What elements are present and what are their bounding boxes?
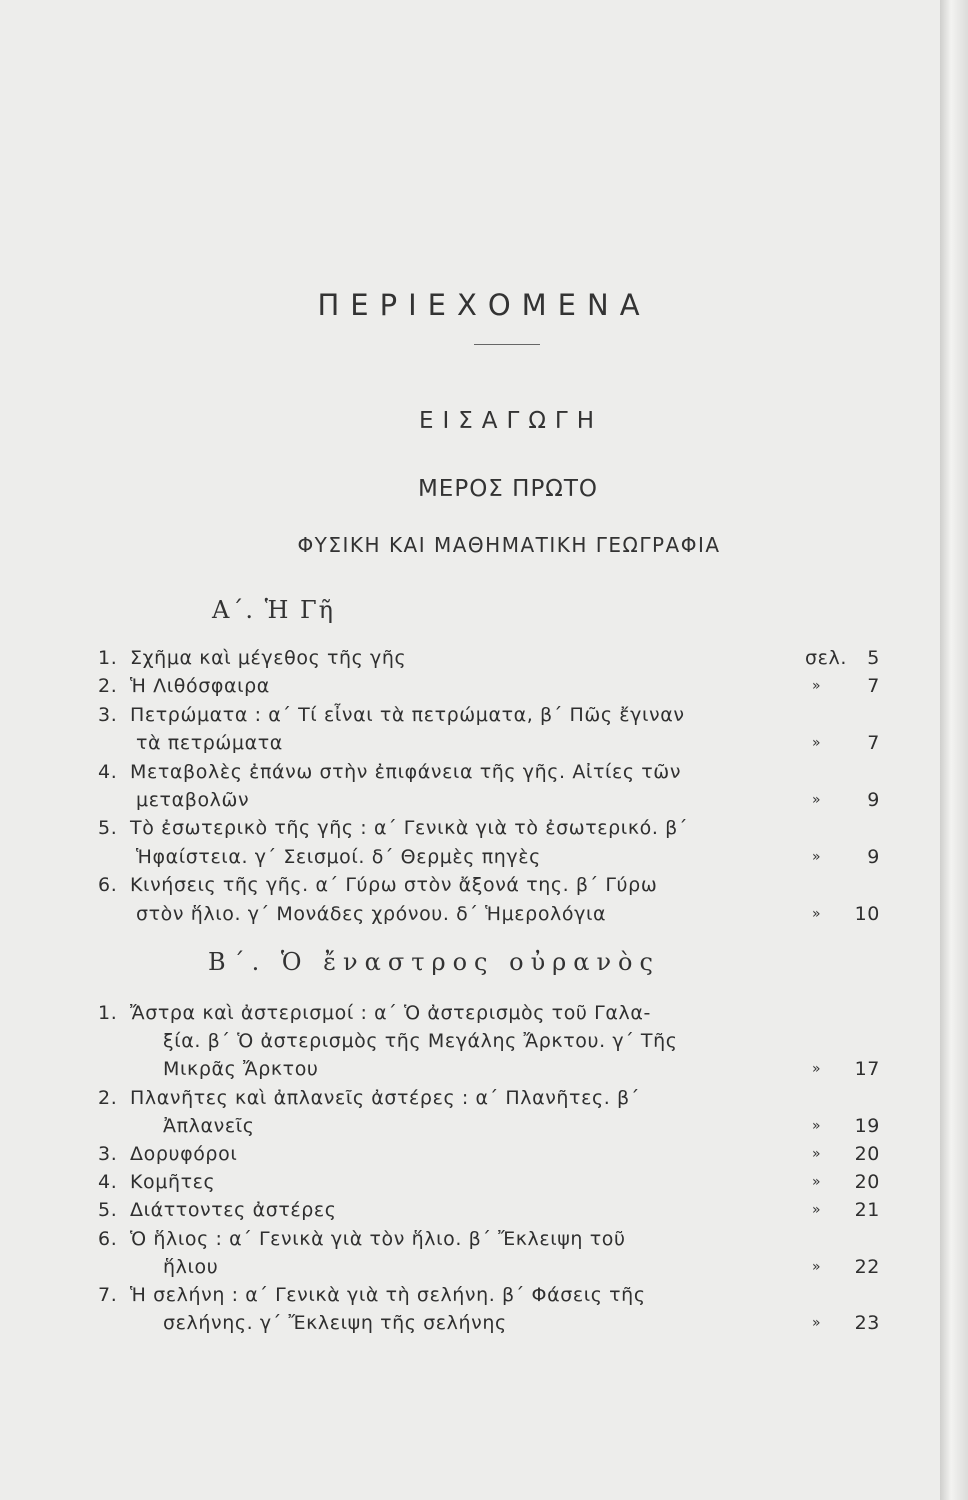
toc-entry-line [0, 1112, 940, 1140]
page-number: 9 [867, 789, 880, 811]
toc-entry-line [0, 1168, 940, 1196]
toc-entry-number: 2. [98, 1086, 118, 1109]
toc-entry-line [0, 701, 940, 729]
toc-entry-text: Ἡ Λιθόσφαιρα [130, 675, 270, 698]
page-marker: » [812, 678, 822, 695]
toc-entry-line [0, 672, 940, 700]
page-marker: » [812, 1146, 822, 1162]
intro-heading: ΕΙΣΑΓΩΓΗ [418, 408, 604, 434]
page-marker: σελ. [805, 647, 847, 669]
page-number: 17 [854, 1058, 880, 1081]
page-marker: » [812, 1315, 822, 1332]
toc-entry-line [0, 843, 940, 871]
toc-entry-line [0, 1225, 940, 1253]
toc-entry-number: 1. [98, 1002, 118, 1024]
toc-entry-number: 5. [98, 1199, 118, 1222]
toc-entry-number: 4. [98, 1171, 118, 1194]
page-number: 20 [854, 1171, 880, 1194]
toc-entry-number: 4. [98, 760, 118, 783]
toc-entry-text: Πετρώματα : α΄ Τί εἶναι τὰ πετρώματα, β΄ Πῶς ἔγιναν [130, 703, 685, 726]
toc-entry-text: Τὸ ἐσωτερικὸ τῆς γῆς : α΄ Γενικὰ γιὰ τὸ ἐσωτερικό. β΄ [130, 817, 688, 840]
page-number: 20 [854, 1143, 880, 1165]
toc-entry-number: 6. [98, 1227, 118, 1250]
toc-entry-number: 1. [98, 647, 118, 669]
page-marker: » [812, 1174, 822, 1191]
toc-entry-text: Σχῆμα καὶ μέγεθος τῆς γῆς [130, 647, 407, 669]
page-number: 10 [854, 902, 880, 925]
toc-entry-line [0, 1027, 940, 1055]
page-marker: » [812, 905, 822, 922]
toc-entry-line [0, 1055, 940, 1083]
toc-entry-text: Κομῆτες [130, 1171, 216, 1194]
toc-entry-text: σελήνης. γ΄ Ἔκλειψη τῆς σελήνης [163, 1312, 507, 1335]
toc-entry-number: 7. [98, 1284, 118, 1306]
page-marker: » [812, 792, 822, 808]
page-number: 19 [854, 1114, 880, 1137]
page-number: 9 [867, 845, 880, 868]
toc-entry-number: 5. [98, 817, 118, 840]
page-number: 7 [867, 732, 880, 755]
page-title: ΠΕΡΙΕΧΟΜΕΝΑ [317, 288, 651, 322]
page-marker: » [812, 735, 822, 752]
toc-entry-line [0, 644, 940, 672]
toc-entry-line [0, 758, 940, 786]
toc-entry-text: ξία. β΄ Ὁ ἀστερισμὸς τῆς Μεγάλης Ἄρκτου. γ΄ Τῆς [163, 1030, 678, 1053]
toc-entry-text: Διάττοντες ἀστέρες [130, 1199, 337, 1222]
toc-entry-text: Μικρᾶς Ἄρκτου [163, 1058, 319, 1081]
toc-entry-text: Κινήσεις τῆς γῆς. α΄ Γύρω στὸν ἄξονά της. β΄ Γύρω [130, 874, 658, 897]
toc-entry-text: Ἡ σελήνη : α΄ Γενικὰ γιὰ τὴ σελήνη. β΄ Φάσεις τῆς [130, 1284, 646, 1306]
toc-entry-line [0, 900, 940, 928]
toc-entry-line [0, 871, 940, 899]
toc-entry-text: Ὁ ἥλιος : α΄ Γενικὰ γιὰ τὸν ἥλιο. β΄ Ἔκλειψη τοῦ [130, 1227, 626, 1250]
section-heading-b: Β΄. Ὁ ἔναστρος οὐρανὸς [208, 948, 660, 976]
toc-entry-text: Ἀπλανεῖς [163, 1114, 255, 1137]
toc-entry-text: Ἄστρα καὶ ἀστερισμοί : α΄ Ὁ ἀστερισμὸς τοῦ Γαλα- [130, 1002, 651, 1024]
page-marker: » [812, 1258, 822, 1275]
toc-entry-text: Μεταβολὲς ἐπάνω στὴν ἐπιφάνεια τῆς γῆς. Αἰτίες τῶν [130, 760, 682, 783]
page-number: 7 [867, 675, 880, 698]
page-marker: » [812, 1202, 822, 1219]
toc-entry-text: τὰ πετρώματα [136, 732, 283, 755]
toc-entry-number: 2. [98, 675, 118, 698]
toc-entry-number: 6. [98, 874, 118, 897]
section-heading-a: Α΄. Ἡ Γῆ [212, 596, 336, 624]
toc-entry-text: Πλανῆτες καὶ ἀπλανεῖς ἀστέρες : α΄ Πλανῆτες. β΄ [130, 1086, 640, 1109]
toc-entry-line [0, 1309, 940, 1337]
title-divider [474, 344, 540, 345]
toc-entry-line [0, 786, 940, 814]
subject-heading: ΦΥΣΙΚΗ ΚΑΙ ΜΑΘΗΜΑΤΙΚΗ ΓΕΩΓΡΑΦΙΑ [297, 533, 721, 557]
page-number: 22 [854, 1255, 880, 1278]
toc-entry-line [0, 1253, 940, 1281]
toc-entry-number: 3. [98, 1143, 118, 1165]
page-number: 5 [867, 647, 880, 669]
toc-entry-line [0, 1281, 940, 1309]
page-marker: » [812, 1061, 822, 1078]
toc-entry-line [0, 1140, 940, 1168]
toc-entry-text: Δορυφόροι [130, 1143, 238, 1165]
page-marker: » [812, 1117, 822, 1134]
page-marker: » [812, 848, 822, 865]
toc-entry-text: Ἡφαίστεια. γ΄ Σεισμοί. δ΄ Θερμὲς πηγὲς [136, 845, 541, 868]
part-heading: ΜΕΡΟΣ ΠΡΩΤΟ [417, 476, 599, 502]
toc-entry-text: μεταβολῶν [136, 789, 250, 811]
toc-entry-line [0, 814, 940, 842]
toc-entry-text: στὸν ἥλιο. γ΄ Μονάδες χρόνου. δ΄ Ἡμερολόγια [136, 902, 607, 925]
toc-entry-line [0, 1084, 940, 1112]
toc-entry-number: 3. [98, 703, 118, 726]
toc-entry-text: ἥλιου [163, 1255, 219, 1278]
toc-entry-line [0, 729, 940, 757]
page-edge [940, 0, 968, 1500]
page-number: 21 [854, 1199, 880, 1222]
page-number: 23 [854, 1312, 880, 1335]
toc-entry-line [0, 999, 940, 1027]
toc-entry-line [0, 1196, 940, 1224]
